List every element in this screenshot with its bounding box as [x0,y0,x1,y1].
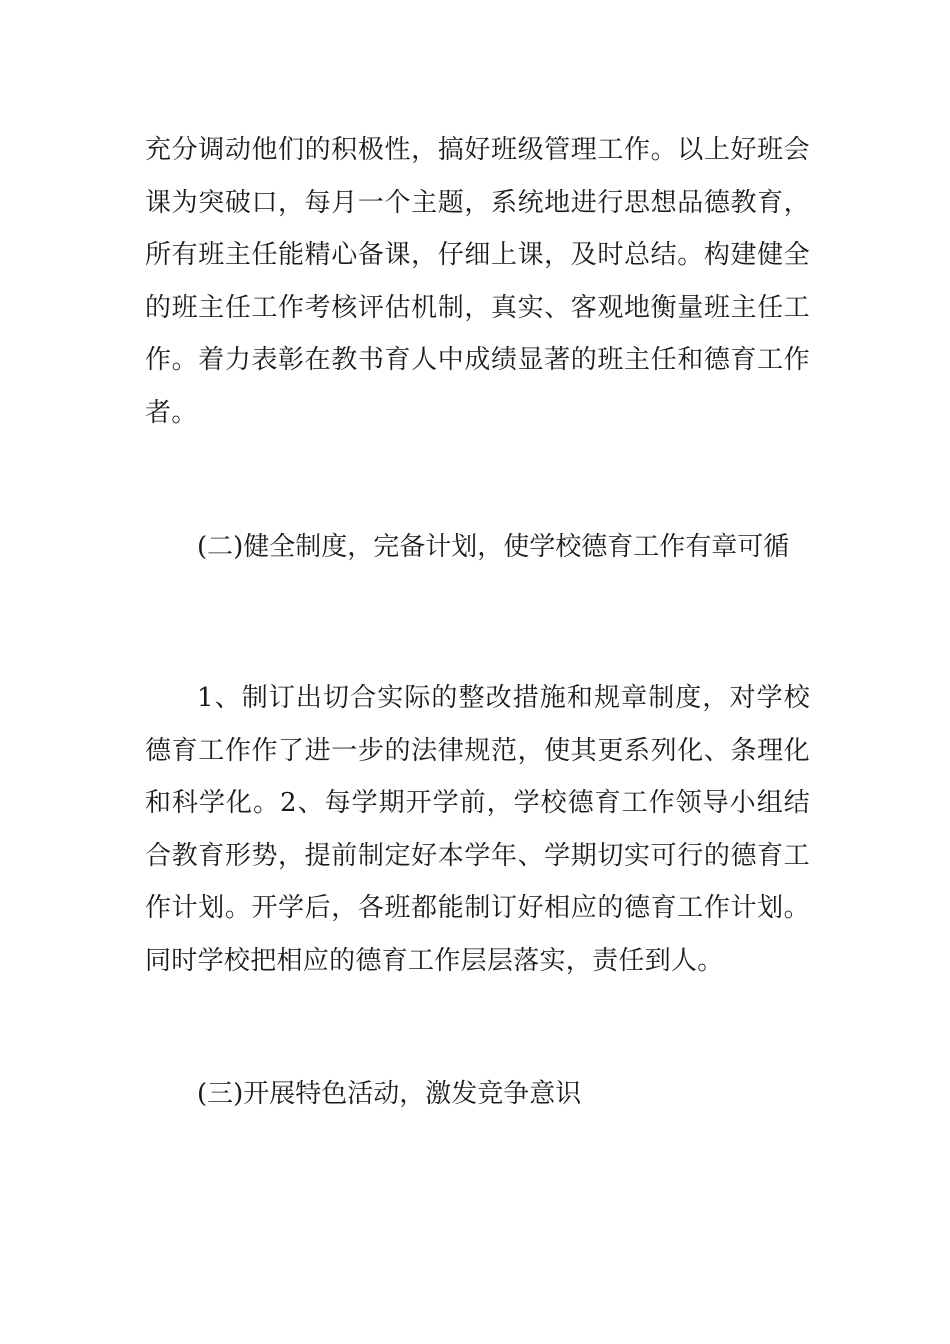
body-paragraph: 1、制订出切合实际的整改措施和规章制度，对学校德育工作作了进一步的法律规范，使其更系列化、条理化和科学化。2、每学期开学前，学校德育工作领导小组结合教育形势，提前制定好本学年、学期切实可行的德育工作计划。开学后，各班都能制订好相应的德育工作计划。同时学校把相应的德育工作层层落实，责任到人。 [145,683,810,976]
section-heading: (三)开展特色活动，激发竞争意识 [197,1079,582,1109]
section-heading: (二)健全制度，完备计划，使学校德育工作有章可循 [197,532,790,562]
body-paragraph: 充分调动他们的积极性，搞好班级管理工作。以上好班会课为突破口，每月一个主题，系统地进行思想品德教育，所有班主任能精心备课，仔细上课，及时总结。构建健全的班主任工作考核评估机制，真实、客观地衡量班主任工作。着力表彰在教书育人中成绩显著的班主任和德育工作者。 [145,135,810,428]
